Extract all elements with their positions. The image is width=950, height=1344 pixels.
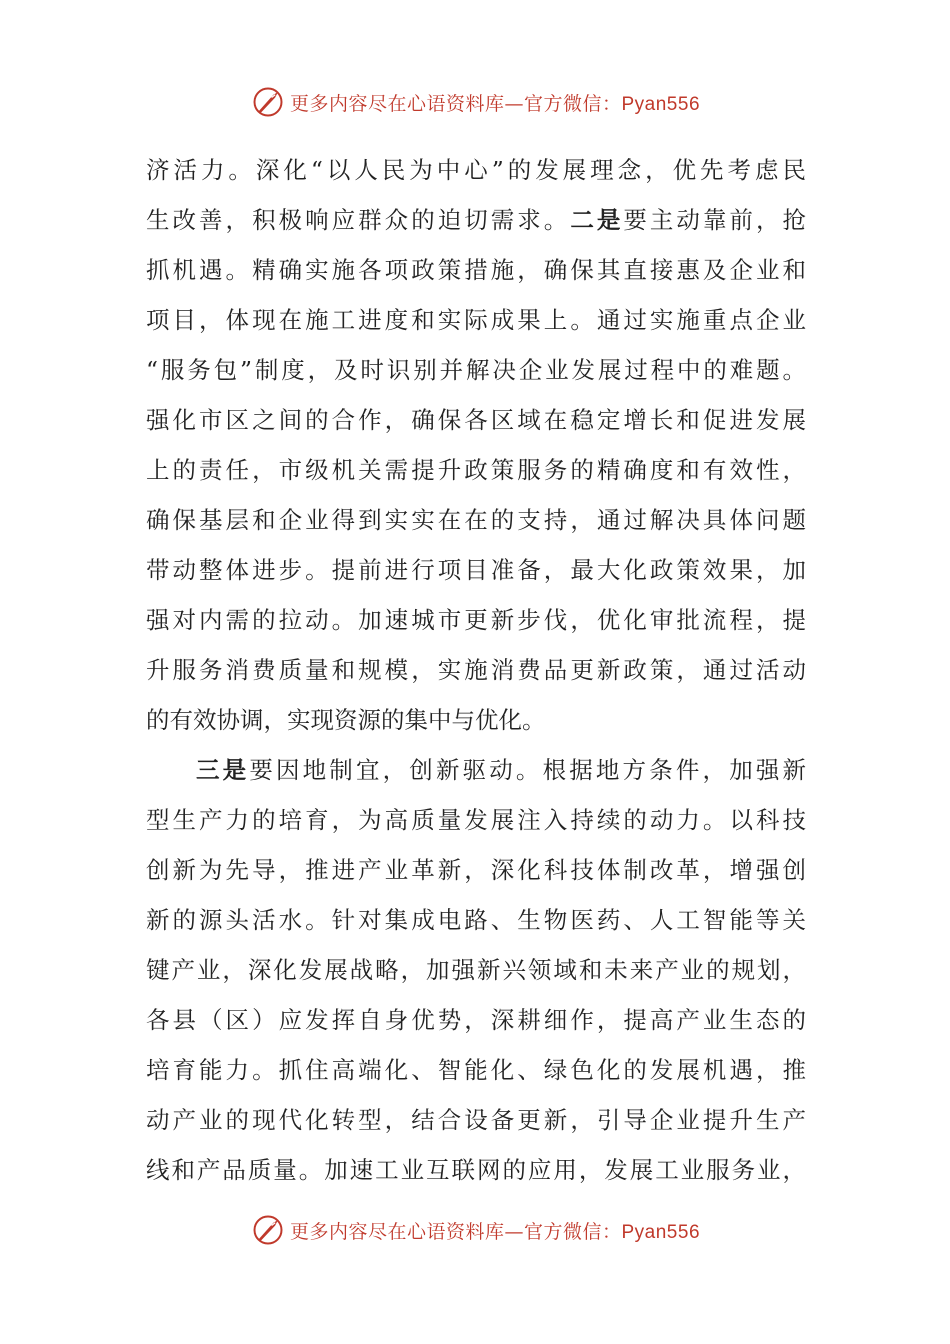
text-line: 的有效协调，实现资源的集中与优化。 — [146, 706, 546, 734]
text-line: 上的责任，市级机关需提升政策服务的精确度和有效性， — [146, 456, 806, 484]
text-line: 强对内需的拉动。加速城市更新步伐，优化审批流程，提 — [146, 606, 806, 634]
paragraph-1 — [146, 145, 806, 745]
watermark-text: 更多内容尽在心语资料库—官方微信：Pyan556 — [289, 92, 701, 115]
text-line: 强化市区之间的合作，确保各区域在稳定增长和促进发展 — [146, 406, 806, 434]
text-line: 创新为先导，推进产业革新，深化科技体制改革，增强创 — [146, 856, 806, 884]
footer-watermark — [0, 1208, 950, 1252]
text-line: 确保基层和企业得到实实在在的支持，通过解决具体问题 — [146, 506, 806, 534]
emphasis-label: 二是 — [570, 206, 624, 234]
text-line: 线和产品质量。加速工业互联网的应用，发展工业服务业， — [146, 1156, 806, 1184]
text-line: 新的源头活水。针对集成电路、生物医药、人工智能等关 — [146, 906, 806, 934]
text-line: 生改善，积极响应群众的迫切需求。二是要主动靠前，抢 — [146, 206, 807, 234]
text-line: 动产业的现代化转型，结合设备更新，引导企业提升生产 — [146, 1106, 806, 1134]
text-line: 带动整体进步。提前进行项目准备，最大化政策效果，加 — [146, 556, 806, 584]
text-line: 培育能力。抓住高端化、智能化、绿色化的发展机遇，推 — [146, 1056, 806, 1084]
text-line: 型生产力的培育，为高质量发展注入持续的动力。以科技 — [146, 806, 806, 834]
body-text — [146, 145, 806, 1195]
text-line: 各县（区）应发挥自身优势，深耕细作，提高产业生态的 — [146, 1006, 806, 1034]
text-line: “服务包”制度，及时识别并解决企业发展过程中的难题。 — [146, 356, 806, 384]
text-line: 三是要因地制宜，创新驱动。根据地方条件，加强新 — [196, 756, 807, 784]
text-line: 升服务消费质量和规模，实施消费品更新政策，通过活动 — [146, 656, 806, 684]
pen-nib-icon — [250, 1212, 286, 1248]
text-line: 济活力。深化“以人民为中心”的发展理念，优先考虑民 — [146, 156, 806, 184]
text-line: 项目，体现在施工进度和实际成果上。通过实施重点企业 — [146, 306, 806, 334]
pen-nib-icon — [250, 84, 286, 120]
emphasis-label: 三是 — [196, 756, 250, 784]
text-line: 键产业，深化发展战略，加强新兴领域和未来产业的规划， — [146, 956, 806, 984]
text-line: 抓机遇。精确实施各项政策措施，确保其直接惠及企业和 — [146, 256, 806, 284]
watermark-text: 更多内容尽在心语资料库—官方微信：Pyan556 — [289, 1220, 701, 1243]
paragraph-2 — [146, 745, 806, 1195]
header-watermark — [0, 80, 950, 124]
